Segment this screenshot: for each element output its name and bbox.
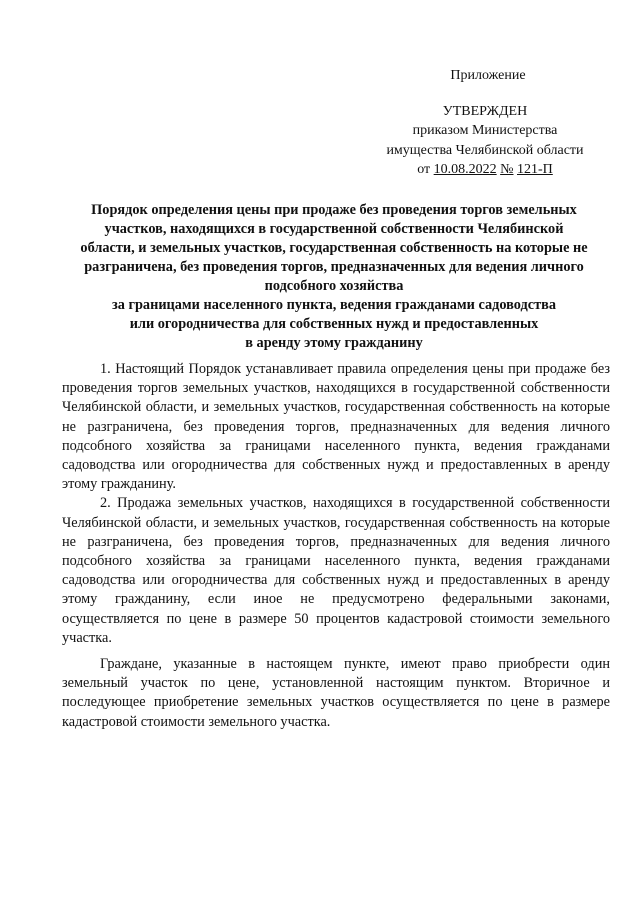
title-line: Порядок определения цены при продаже без проведения торгов земельных: [91, 202, 577, 218]
approved-label: УТВЕРЖДЕН: [442, 103, 528, 119]
order-line: приказом Министерства: [412, 123, 558, 138]
title-line: участков, находящихся в государственной собственности Челябинской: [104, 221, 564, 237]
title-line: за границами населенного пункта, ведения гражданами садоводства: [112, 297, 556, 313]
order-date: 10.08.2022: [433, 162, 497, 177]
number-sign: №: [500, 162, 514, 177]
title-line: в аренду этому гражданину: [245, 335, 423, 351]
title-line: разграничена, без проведения торгов, предназначенных для ведения личного: [84, 259, 584, 275]
title-line: области, и земельных участков, государственная собственность на которые не: [80, 240, 588, 256]
ministry-line: имущества Челябинской области: [386, 142, 584, 158]
paragraph-2: 2. Продажа земельных участков, находящихся в государственной собственности Челябинской области, и земельных участков, государственная собственность на которые не разграничена, без проведения торгов, предназначенных для ведения личного подсобного хозяйства за границами населенного пункта, ведения гражданами садоводства или огородничества для собственных нужд и предоставленных в аренду этому гражданину, если иное не предусмотрено федеральными законами, осуществляется по цене в размере 50 процентов кадастровой стоимости земельного участка.: [62, 495, 610, 646]
order-date-line: [360, 160, 610, 180]
paragraph-1: 1. Настоящий Порядок устанавливает правила определения цены при продаже без проведения торгов земельных участков, находящихся в государственной собственности Челябинской области, и земельных участков, государственная собственность на которые не разграничена, без проведения торгов, предназначенных для ведения личного подсобного хозяйства за границами населенного пункта, ведения гражданами садоводства или огородничества для собственных нужд и предоставленных в аренду этому гражданину.: [62, 361, 610, 493]
date-prefix: от: [417, 162, 431, 177]
paragraph-3: Граждане, указанные в настоящем пункте, имеют право приобрести один земельный участок по цене, установленной настоящим пунктом. Вторичное и последующее приобретение земельных участков осуществляется по цене в размере кадастровой стоимости земельного участка.: [62, 656, 610, 730]
document-body: [62, 360, 610, 732]
title-line: или огородничества для собственных нужд и предоставленных: [129, 316, 539, 332]
appendix-label: Приложение: [450, 68, 526, 83]
order-number: 121-П: [517, 162, 553, 177]
document-title: [58, 201, 610, 353]
title-line: подсобного хозяйства: [264, 278, 404, 294]
approval-block: [360, 66, 610, 180]
